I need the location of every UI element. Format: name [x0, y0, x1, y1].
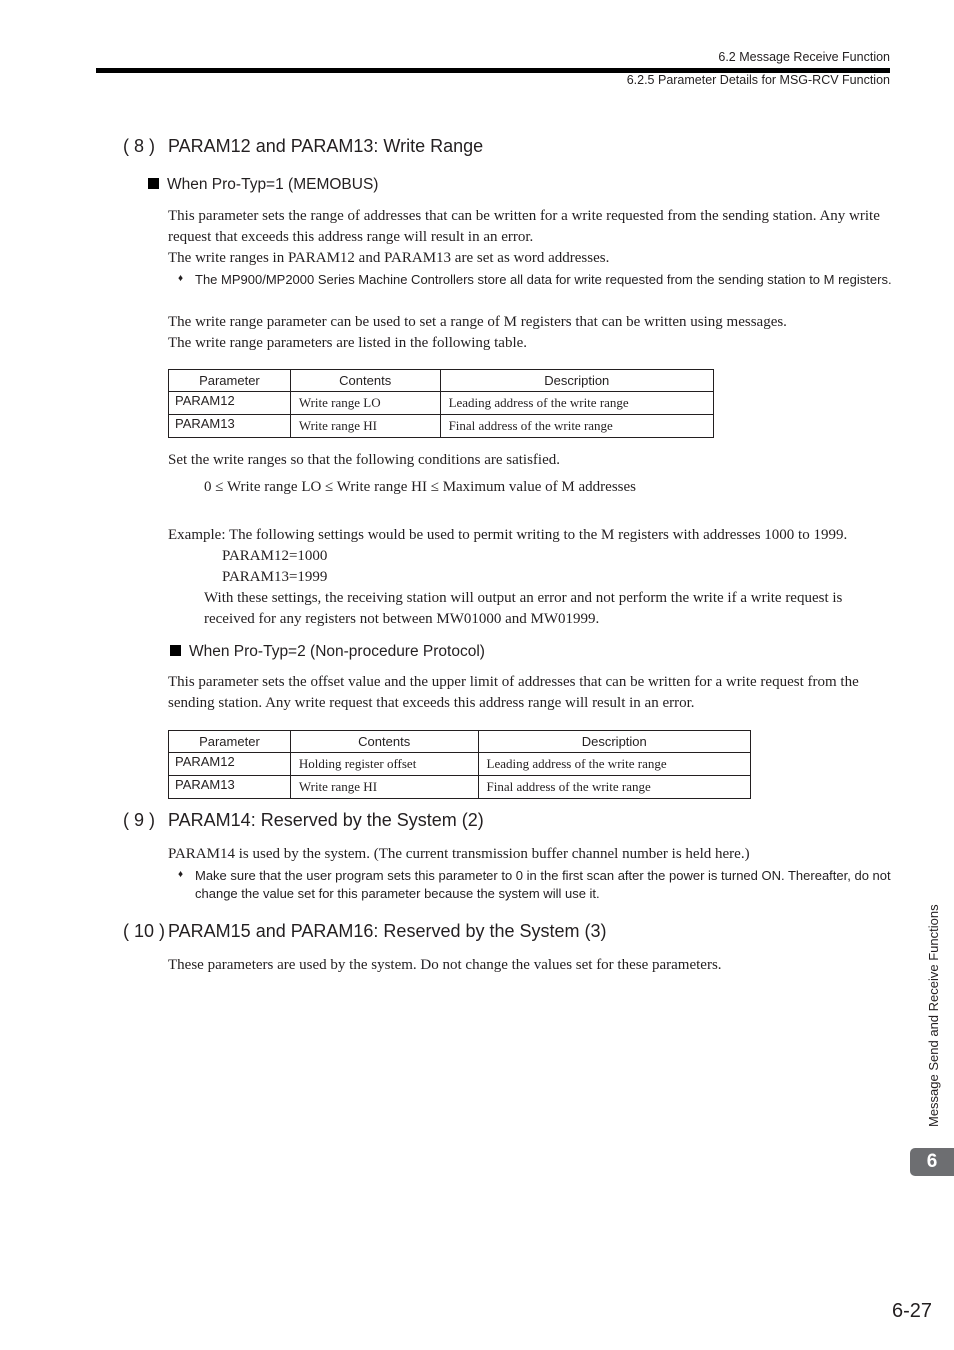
- section-title: PARAM14: Reserved by the System (2): [168, 810, 484, 830]
- note-item: [178, 271, 892, 289]
- table-header-row: [169, 731, 751, 753]
- paragraph: The write range parameter can be used to set a range of M registers that can be written using messages.: [168, 314, 787, 330]
- subsection-non-procedure-heading: [170, 643, 485, 661]
- table-header: Contents: [290, 370, 440, 392]
- note-text: The MP900/MP2000 Series Machine Controllers store all data for write requested from the sending station to M registers.: [195, 272, 892, 287]
- paragraph: Set the write ranges so that the following conditions are satisfied.: [168, 452, 560, 468]
- diamond-bullet-icon: ♦: [178, 869, 184, 880]
- section-title: PARAM15 and PARAM16: Reserved by the System (3): [168, 921, 607, 941]
- subsection-memobus-heading: [148, 176, 378, 194]
- example-explanation: With these settings, the receiving station will output an error and not perform the write if a write request is received for any registers not between MW01000 and MW01999.: [204, 590, 843, 627]
- table-header: Contents: [290, 731, 478, 753]
- table-cell: Write range HI: [290, 776, 478, 799]
- square-bullet-icon: [170, 645, 181, 656]
- square-bullet-icon: [148, 178, 159, 189]
- diamond-bullet-icon: ♦: [178, 273, 184, 284]
- note-text: Make sure that the user program sets this parameter to 0 in the first scan after the power is turned ON. Thereafter, do not change the value set for this parameter because the system will use it.: [195, 868, 891, 901]
- paragraph: This parameter sets the offset value and the upper limit of addresses that can be written for a write request from the sending station. Any write request that exceeds this address range will result in an error.: [168, 674, 859, 711]
- table-header: Description: [440, 370, 713, 392]
- table-row: [169, 415, 714, 438]
- example-setting: PARAM13=1999: [222, 569, 328, 585]
- table-row: [169, 392, 714, 415]
- table-header: Description: [478, 731, 750, 753]
- condition-formula: 0 ≤ Write range LO ≤ Write range HI ≤ Maximum value of M addresses: [204, 479, 636, 495]
- section-10-heading: [123, 921, 607, 942]
- paragraph: The write ranges in PARAM12 and PARAM13 are set as word addresses.: [168, 250, 610, 266]
- table-cell: Final address of the write range: [478, 776, 750, 799]
- non-procedure-table: [168, 730, 751, 799]
- table-cell: Leading address of the write range: [440, 392, 713, 415]
- section-number: ( 9 ): [123, 810, 156, 830]
- table-header-row: [169, 370, 714, 392]
- subsection-title: When Pro-Typ=2 (Non-procedure Protocol): [189, 643, 485, 660]
- example-intro: Example: The following settings would be used to permit writing to the M registers with addresses 1000 to 1999.: [168, 527, 848, 543]
- table-cell: PARAM12: [169, 753, 291, 776]
- header-subsection: 6.2.5 Parameter Details for MSG-RCV Function: [626, 73, 890, 87]
- subsection-title: When Pro-Typ=1 (MEMOBUS): [167, 176, 379, 193]
- example-setting: PARAM12=1000: [222, 548, 328, 564]
- paragraph: These parameters are used by the system. Do not change the values set for these parameters.: [168, 957, 722, 973]
- section-title: PARAM12 and PARAM13: Write Range: [168, 136, 484, 156]
- table-cell: Holding register offset: [290, 753, 478, 776]
- table-cell: Write range HI: [290, 415, 440, 438]
- table-cell: PARAM12: [169, 392, 291, 415]
- section-number: ( 8 ): [123, 136, 156, 156]
- table-row: [169, 753, 751, 776]
- table-cell: PARAM13: [169, 415, 291, 438]
- header-section: 6.2 Message Receive Function: [718, 50, 890, 64]
- chapter-tab: 6: [910, 1148, 954, 1176]
- paragraph: PARAM14 is used by the system. (The current transmission buffer channel number is held here.): [168, 846, 750, 862]
- section-number: ( 10 ): [123, 921, 166, 941]
- table-cell: Leading address of the write range: [478, 753, 750, 776]
- paragraph: The write range parameters are listed in the following table.: [168, 335, 528, 351]
- table-cell: Write range LO: [290, 392, 440, 415]
- note-item: [178, 867, 892, 903]
- table-cell: Final address of the write range: [440, 415, 713, 438]
- section-8-heading: [123, 136, 483, 157]
- table-cell: PARAM13: [169, 776, 291, 799]
- table-header: Parameter: [169, 731, 291, 753]
- paragraph: This parameter sets the range of addresses that can be written for a write requested from the sending station. Any write request that exceeds this address range will result in an error.: [168, 208, 880, 245]
- page-number: 6-27: [891, 1300, 932, 1322]
- section-9-heading: [123, 810, 484, 831]
- chapter-side-label: Message Send and Receive Functions: [926, 904, 941, 1127]
- table-row: [169, 776, 751, 799]
- table-header: Parameter: [169, 370, 291, 392]
- write-range-table: [168, 369, 714, 438]
